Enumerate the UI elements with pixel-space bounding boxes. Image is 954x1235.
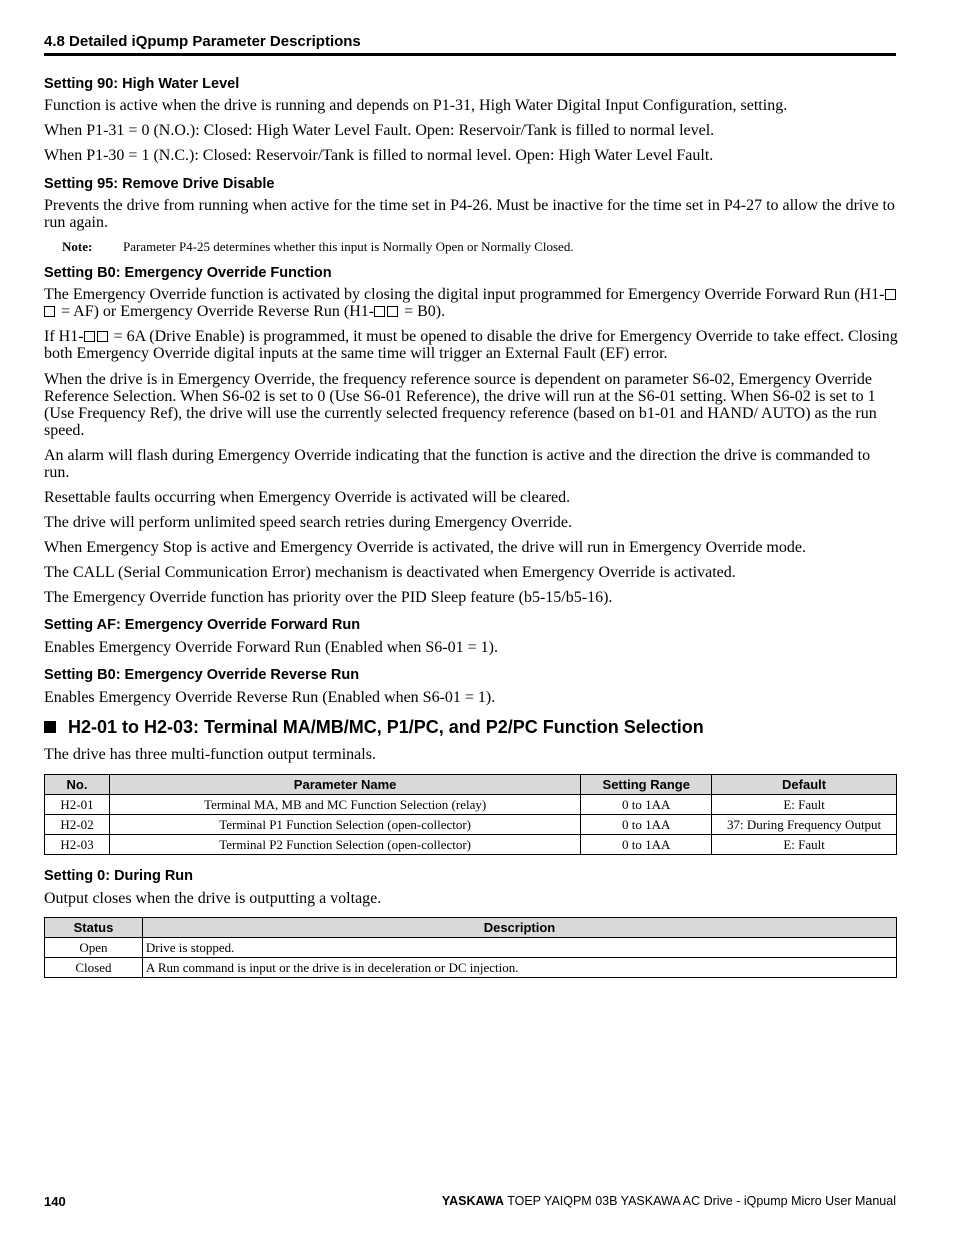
col-header-no: No. <box>45 775 110 795</box>
note-text: Parameter P4-25 determines whether this input is Normally Open or Normally Closed. <box>123 239 574 254</box>
note <box>62 239 574 255</box>
table-cell: E: Fault <box>712 835 897 855</box>
table-cell: 0 to 1AA <box>581 835 712 855</box>
table-cell: 0 to 1AA <box>581 795 712 815</box>
text-span: = 6A (Drive Enable) is programmed, it must be opened to disable the drive for Emergency Override to take effect. Closing both Emergency Override digital inputs at the same time will trigger an External Fault (EF) error. <box>44 328 898 362</box>
text-span: = B0). <box>400 303 446 320</box>
paragraph: Resettable faults occurring when Emergency Override is activated will be cleared. <box>44 489 571 506</box>
paragraph: The drive has three multi-function output terminals. <box>44 746 376 763</box>
text-span: The Emergency Override function is activated by closing the digital input programmed for Emergency Override Forward Run (H1- <box>44 286 885 303</box>
col-header-status: Status <box>45 918 143 938</box>
col-header-description: Description <box>142 918 896 938</box>
heading-setting-95: Setting 95: Remove Drive Disable <box>44 176 275 192</box>
paragraph: The drive will perform unlimited speed search retries during Emergency Override. <box>44 514 572 531</box>
paragraph <box>44 328 898 362</box>
paragraph: The CALL (Serial Communication Error) mechanism is deactivated when Emergency Override is activated. <box>44 564 736 581</box>
table-cell: Open <box>45 938 143 958</box>
paragraph: When Emergency Stop is active and Emergency Override is activated, the drive will run in Emergency Override mode. <box>44 539 806 556</box>
paragraph: Function is active when the drive is running and depends on P1-31, High Water Digital Input Configuration, setting. <box>44 97 788 114</box>
paragraph: When P1-30 = 1 (N.C.): Closed: Reservoir/Tank is filled to normal level. Open: High Water Level Fault. <box>44 147 714 164</box>
heading-setting-af: Setting AF: Emergency Override Forward Run <box>44 617 361 633</box>
table-cell: Terminal MA, MB and MC Function Selection (relay) <box>109 795 580 815</box>
col-header-setting-range: Setting Range <box>581 775 712 795</box>
page-number: 140 <box>44 1194 66 1209</box>
footer-doc-title <box>442 1194 896 1208</box>
placeholder-box-icon <box>885 289 896 300</box>
heading-setting-b0: Setting B0: Emergency Override Function <box>44 265 332 281</box>
paragraph: Enables Emergency Override Reverse Run (Enabled when S6-01 = 1). <box>44 689 496 706</box>
paragraph <box>44 286 898 320</box>
paragraph: Output closes when the drive is outputting a voltage. <box>44 890 382 907</box>
heading-text: H2-01 to H2-03: Terminal MA/MB/MC, P1/PC, and P2/PC Function Selection <box>68 717 704 737</box>
paragraph: An alarm will flash during Emergency Override indicating that the function is active and the direction the drive is commanded to run. <box>44 447 871 481</box>
table-row <box>45 795 897 815</box>
heading-setting-90: Setting 90: High Water Level <box>44 76 240 92</box>
table-cell: Terminal P1 Function Selection (open-collector) <box>109 815 580 835</box>
table-cell: A Run command is input or the drive is in deceleration or DC injection. <box>142 958 896 978</box>
parameter-table <box>44 774 897 855</box>
placeholder-box-icon <box>97 331 108 342</box>
text-span: If H1- <box>44 328 84 345</box>
paragraph: The Emergency Override function has priority over the PID Sleep feature (b5-15/b5-16). <box>44 589 613 606</box>
status-table <box>44 917 897 978</box>
footer-brand: YASKAWA <box>441 1194 504 1208</box>
heading-h2-01 <box>44 717 704 738</box>
table-cell: H2-03 <box>45 835 110 855</box>
placeholder-box-icon <box>387 306 398 317</box>
table-cell: H2-02 <box>45 815 110 835</box>
table-cell: 0 to 1AA <box>581 815 712 835</box>
text-span: = AF) or Emergency Override Reverse Run (H1- <box>57 303 375 320</box>
placeholder-box-icon <box>374 306 385 317</box>
heading-setting-b0-reverse: Setting B0: Emergency Override Reverse Run <box>44 667 360 683</box>
footer-doc: TOEP YAIQPM 03B YASKAWA AC Drive - iQpump Micro User Manual <box>503 1194 896 1208</box>
section-header: 4.8 Detailed iQpump Parameter Descriptions <box>44 33 896 56</box>
paragraph: When P1-31 = 0 (N.O.): Closed: High Water Level Fault. Open: Reservoir/Tank is filled to normal level. <box>44 122 715 139</box>
paragraph: Enables Emergency Override Forward Run (Enabled when S6-01 = 1). <box>44 639 498 656</box>
placeholder-box-icon <box>84 331 95 342</box>
col-header-default: Default <box>712 775 897 795</box>
table-header-row <box>45 775 897 795</box>
paragraph: Prevents the drive from running when active for the time set in P4-26. Must be inactive for the time set in P4-27 to allow the drive to run again. <box>44 197 895 231</box>
note-label: Note: <box>62 239 93 254</box>
paragraph: When the drive is in Emergency Override, the frequency reference source is dependent on parameter S6-02, Emergency Override Reference Selection. When S6-02 is set to 0 (Use S6-01 Reference), the drive will run at the S6-01 setting. When S6-02 is set to 1 (Use Frequency Ref), the drive will use the currently selected frequency reference (based on b1-01 and HAND/ AUTO) as the run speed. <box>44 371 877 439</box>
table-cell: Closed <box>45 958 143 978</box>
table-row <box>45 835 897 855</box>
col-header-parameter-name: Parameter Name <box>109 775 580 795</box>
placeholder-box-icon <box>44 306 55 317</box>
table-cell: Drive is stopped. <box>142 938 896 958</box>
heading-setting-0: Setting 0: During Run <box>44 868 194 884</box>
table-header-row <box>45 918 897 938</box>
table-cell: E: Fault <box>712 795 897 815</box>
table-row <box>45 958 897 978</box>
bullet-square-icon <box>44 721 56 733</box>
table-cell: 37: During Frequency Output <box>712 815 897 835</box>
table-row <box>45 815 897 835</box>
table-row <box>45 938 897 958</box>
table-cell: H2-01 <box>45 795 110 815</box>
table-cell: Terminal P2 Function Selection (open-collector) <box>109 835 580 855</box>
